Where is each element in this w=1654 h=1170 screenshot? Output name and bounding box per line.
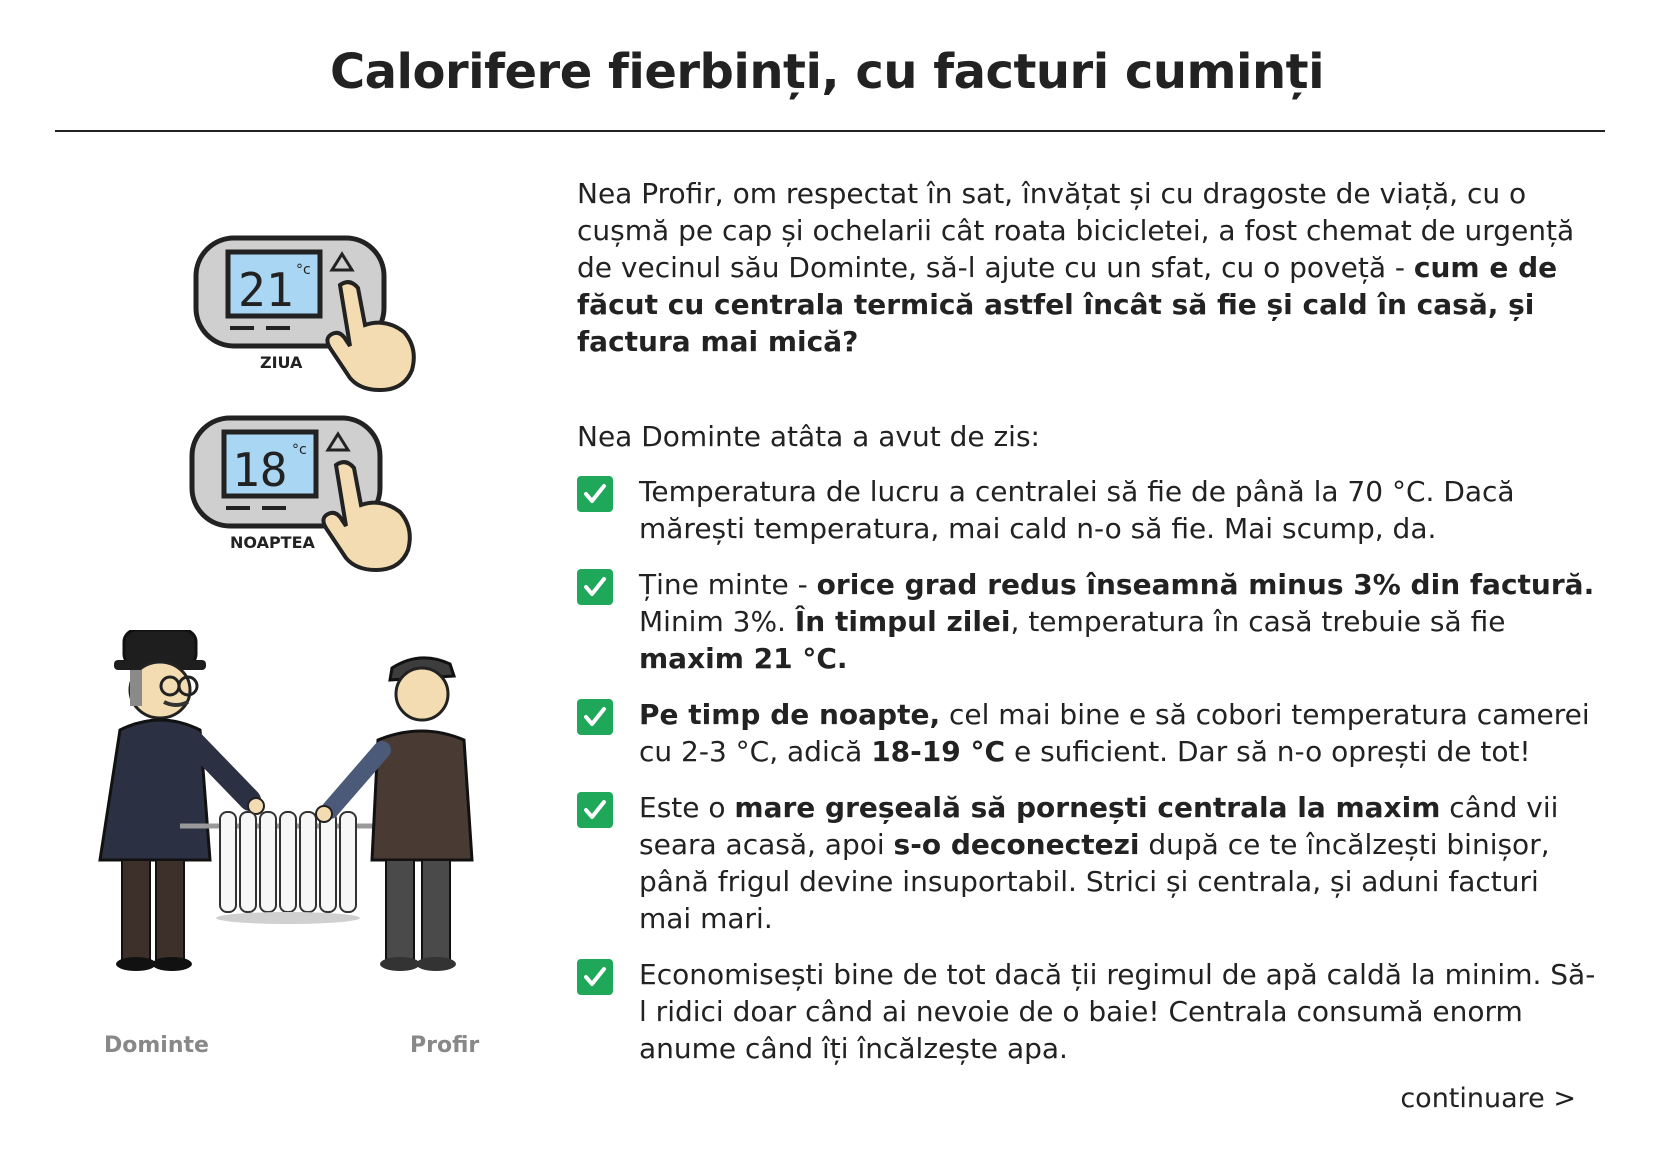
characters-radiator-illustration [60,630,520,990]
page-title: Calorifere fierbinți, cu facturi cuminți [329,44,1325,100]
thermostat-night-reading: 18 [232,443,288,497]
article-content [577,175,1597,1086]
thermostat-day-unit: °c [296,262,311,278]
tip-item: Pe timp de noapte, cel mai bine e să cobori temperatura camerei cu 2-3 °C, adică 18-19 °C e suficient. Dar să n-o oprești de tot! [577,696,1597,770]
radiator [180,812,390,924]
checkmark-icon [577,476,613,512]
intro-paragraph: Nea Profir, om respectat în sat, învățat și cu dragoste de viață, cu o cușmă pe cap și ochelarii cât roata bicicletei, a fost chemat de urgență de vecinul său Dominte, să-l ajute cu un sfat, cu o poveță - cum e de făcut cu centrala termică astfel încât să fie și cald în casă, și factura mai mică? [577,177,1575,358]
character-label-dominte: Dominte [104,1033,209,1058]
tip-item: Este o mare greșeală să pornești centrala la maxim când vii seara acasă, apoi s-o deconectezi după ce te încălzești binișor, până frigul devine insuportabil. Strici și centrala, și aduni facturi mai mari. [577,789,1597,937]
checkmark-icon [577,699,613,735]
thermostat-night-illustration [186,410,446,580]
thermostat-night-label: NOAPTEA [230,533,315,552]
checkmark-icon [577,792,613,828]
profir-figure [316,658,472,971]
continue-link[interactable]: continuare > [1400,1083,1576,1114]
checkmark-icon [577,959,613,995]
tip-item: Economisești bine de tot dacă ții regimul de apă caldă la minim. Să-l ridici doar când ai nevoie de o baie! Centrala consumă enorm anume când îți încălzește apa. [577,956,1597,1067]
tip-item: Temperatura de lucru a centralei să fie de până la 70 °C. Dacă mărești temperatura, mai cald n-o să fie. Mai scump, da. [577,473,1597,547]
title-divider [55,130,1605,132]
lead-sentence: Nea Dominte atâta a avut de zis: [577,420,1040,453]
character-label-profir: Profir [410,1033,480,1058]
illustration [60,200,520,1100]
thermostat-day-label: ZIUA [260,353,303,372]
tip-item: Ține minte - orice grad redus înseamnă minus 3% din factură. Minim 3%. În timpul zilei, temperatura în casă trebuie să fie maxim 21 °C. [577,566,1597,677]
checkmark-icon [577,569,613,605]
thermostat-day-reading: 21 [238,263,294,317]
thermostat-day-illustration [190,230,450,400]
thermostat-night-unit: °c [292,442,307,458]
